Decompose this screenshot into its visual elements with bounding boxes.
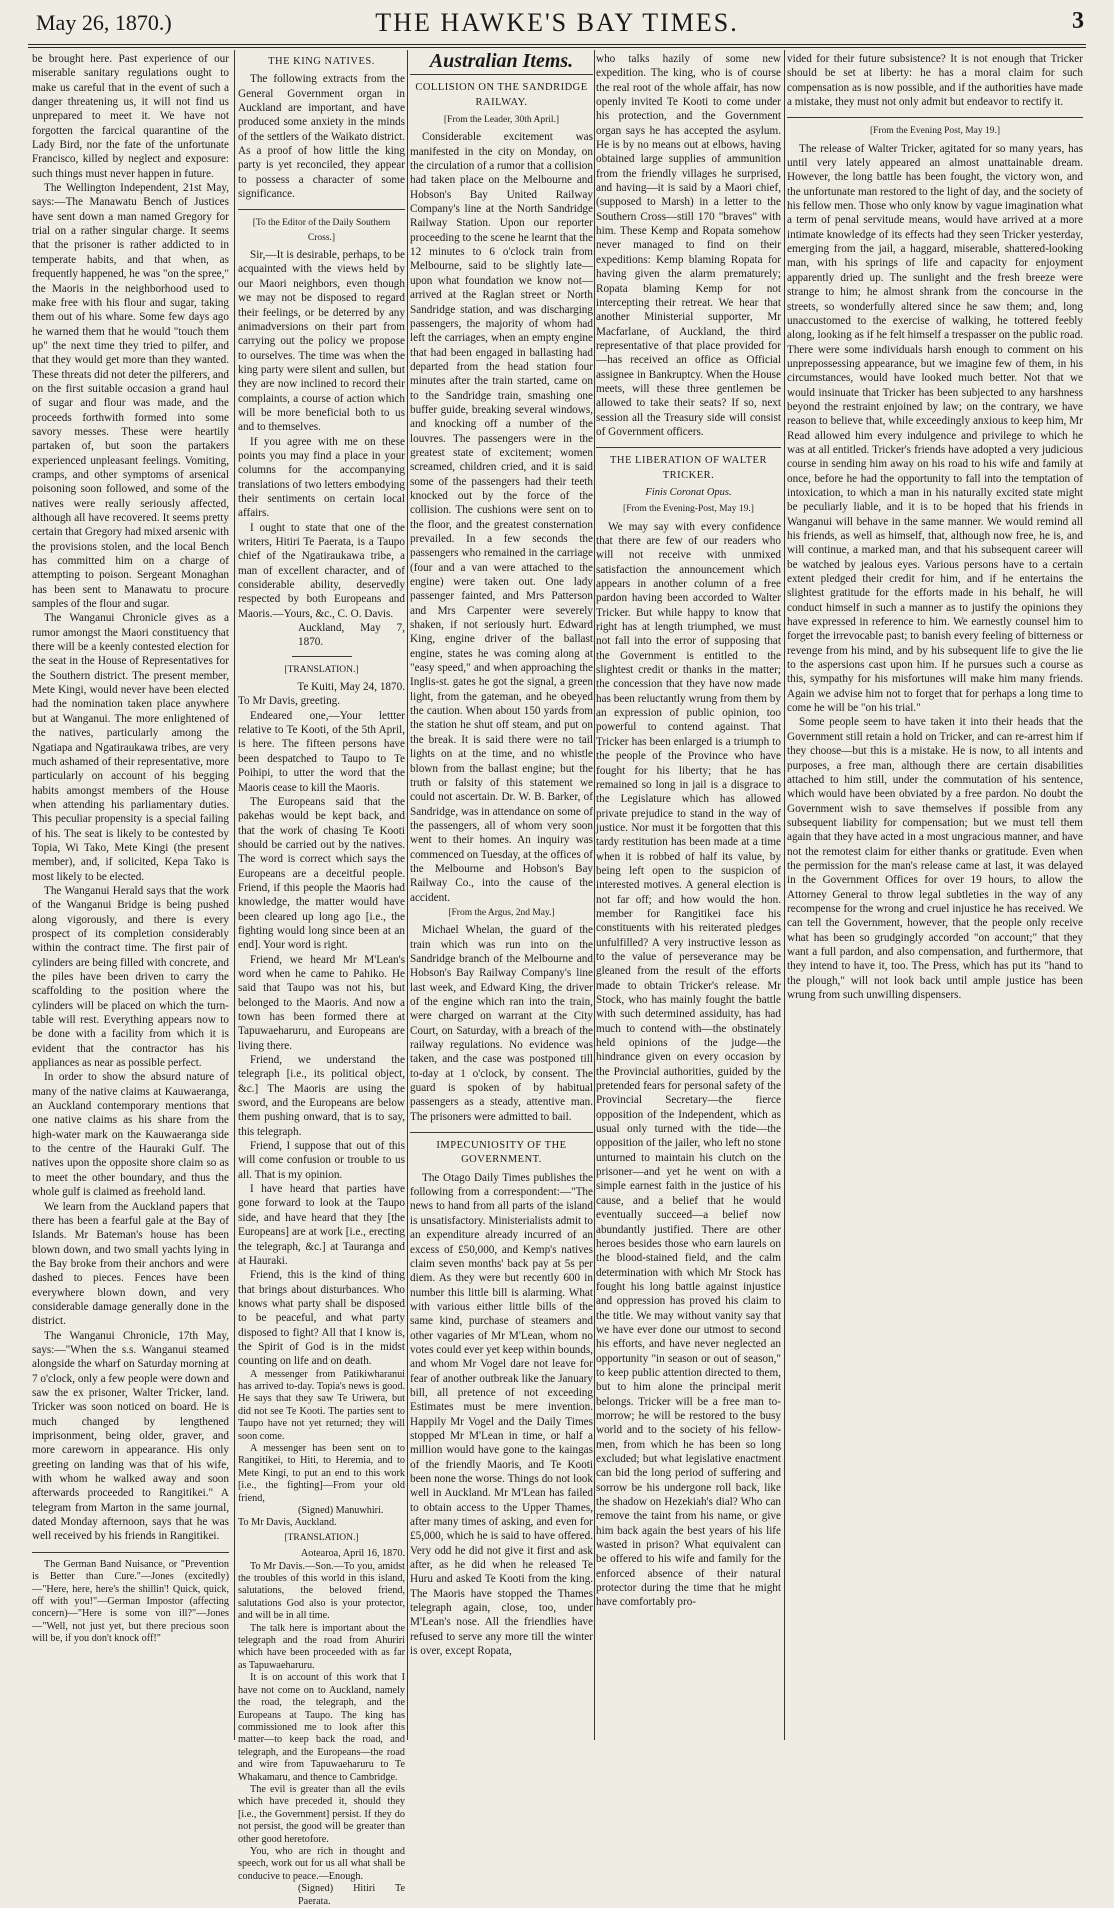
letter-paragraph: The evil is greater than all the evils which have preceded it, should they [i.e., the Government] persist. If they do not persist, the good will be greater than other good heretofore. (238, 1783, 405, 1845)
short-rule (292, 656, 352, 657)
section-divider (410, 74, 593, 75)
letter-paragraph: The Europeans said that the pakehas would be kept back, and that the work of chasing Te Kooti should be carried out by the natives. The word is correct which says the Europeans are a deceitful people. Friend, if this people the Maoris had knowledge, the matter would have been cleared up long ago [i.e., the fighting would long since been at an end]. Your word is right. (238, 795, 405, 952)
letter-dateline: Aotearoa, April 16, 1870. (300, 1548, 405, 1560)
issue-date: May 26, 1870.) (36, 10, 172, 35)
page-number: 3 (1072, 8, 1084, 34)
article-paragraph: In order to show the absurd nature of many of the native claims at Kauwaeranga, an Auckland contemporary mentions that one native claims as his share from the high-water mark on the Kauwaeranga side to the centre of the Hauraki Gulf. The natives upon the opposite shore claim so as to meet the other boundary, and thus the whole gulf is claimed as freehold land. (32, 1071, 229, 1199)
column-5 (787, 52, 1083, 1740)
article-paragraph: The release of Walter Tricker, agitated for so many years, has until very lately appeared an almost unattainable dream. However, the long battle has been fought, the victory won, and the unfortunate man restored to the light of day, and the society of his fellow men. Those who only know by vague imagination what a term of penal servitude means, would have arrived at a more intimate knowledge of its effects had they seen Tricker yesterday, emerging from the jail, a haggard, miserable, shattered-looking man, with his springs of life and capacity for enjoyment apparently dried up. The sunlight and the fresh breeze were strange to him; he almost shrank from the concourse in the streets, so wonderfully altered since he saw them; and, long unaccustomed to the exercise of walking, he tottered feebly along, looking as if he felt himself a trespasser on the public road. There were some individuals harsh enough to comment on his unprepossessing appearance, but we imagine few of them, in his circumstances, would have looked much better. Not that we would insinuate that Tricker has been subjected to any harshness beyond the restraint enjoined by law; on the contrary, we have reason to believe that, while exceedingly anxious to keep him, Mr Read allowed him every indulgence and privilege to which he was at all entitled. Tricker's friends have adopted a very judicious course in sending him away on his road to his wife and family at once, before he had the opportunity to fall into the temptation of intoxication, to which a man in his naturally excited state might be peculiarly liable, and it is to be hoped that his friends in Wanganui will behave in the same manner. We would remind all his friends, as well as himself, that, although now free, he is, and will continue, a marked man, and that his subsequent career will be watched by jealous eyes. Various persons have to a certain extent pledged their credit for him, and if he entertains the slightest gratitude for the efforts made in his behalf, he will conduct himself in such a manner as to justify the opinions they have expressed in reference to him. We earnestly counsel him to forget the irrevocable past; to banish every feeling of bitterness or revenge from his mind, and by his subsequent life to give the lie to the aspersions cast upon him. If he pursues such a course as this, sympathy for his misfortunes will make him many friends. Again we advise him not to forget that for perhaps a long time to come he will be "on his trial." (787, 142, 1083, 715)
letter-paragraph: You, who are rich in thought and speech, work out for us all what shall be conducive to peace.—Enough. (238, 1845, 405, 1882)
article-source: [From the Leader, 30th April.] (443, 115, 560, 126)
article-paragraph: The Otago Daily Times publishes the following from a correspondent:—"The news to hand from all parts of the island is unsatisfactory. Ministerialists admit to an expenditure already incurred of an excess of £50,000, and Kemp's natives claim seven months' back pay at 5s per diem. As they were but recently 600 in number this little bill is alarming. What with various either little bills of the same kind, purchase of steamers and other vagaries of Mr M'Lean, whom no votes could ever yet keep within bounds, and whom Mr Vogel dare not leave for fear of another outbreak like the January bill, all pretence of not exceeding Estimates must be mere invention. Happily Mr Vogel and the Daily Times stopped Mr M'Lean in time, or half a million would have gone to the kaingas of the friendly Maoris, and Te Kooti been none the worse. Things do not look well in Auckland. Mr M'Lean has failed to obtain access to the Upper Thames, after many times of asking, and even for £5,000, which he is said to have offered. Very odd he did not give it first and ask after, as he did when he released Te Huru and asked Te Kooti from the king. The Maoris have stopped the Thames telegraph again, close, too, under M'Lean's nose. All the friendlies have refused to serve any more till the winter is over, except Ropata, (410, 1171, 593, 1658)
letter-recipient: To Mr Davis, Auckland. (238, 1517, 337, 1529)
column-divider (594, 50, 595, 1740)
letter-paragraph: Sir,—It is desirable, perhaps, to be acquainted with the views held by our Maori neighbors, even though we may not be disposed to regard their feelings, or be deterred by any animadversions on their part from carrying out the policy we propose to ourselves. The time was when the king party were silent and sullen, but they are now inclined to record their complaints, a course of action which will be more beneficial both to us and to themselves. (238, 249, 405, 434)
column-3 (410, 52, 593, 1740)
article-paragraph: be brought here. Past experience of our miserable sanitary regulations ought to make us careful that in the event of such a danger threatening us, it will not find us unprepared to meet it. We have not forgotten the farcical quarantine of the Lady Bird, nor the fate of the unfortunate Francisco, killed by neglect and exposure: such things must never happen in future. (32, 53, 229, 180)
column-divider (234, 50, 235, 1740)
article-paragraph: The Wellington Independent, 21st May, says:—The Manawatu Bench of Justices have sent down a man named Gregory for trial on a rather singular charge. It seems that the prisoner is rather addicted to in temperate habits, and that when, as frequently happened, he was "on the spree," the Maoris in the neighborhood used to make free with his flour and sugar, taking them out of his whare. Some few days ago he warned them that he would "touch them up" the next time they tried to pilfer, and that they would get more than they wanted. These threats did not deter the pilferers, and on the first suitable occasion a grand haul of sugar and flour was made, and the proceeds forthwith formed into some savory messes. These were heartily partaken of, but soon the partakers experienced unpleasant feelings. Vomiting, cramps, and other symptoms of arsenical poisoning soon followed, and some of the natives were really seriously affected, although all have recovered. It seems pretty certain that Gregory had mixed arsenic with the provisions stolen, and the local Bench has committed him on a charge of attempting to poison. Sergeant Monaghan has been sent to Manawatu to procure samples of the flour and sugar. (32, 182, 229, 611)
letter-signature: (Signed) Manuwhiri. (298, 1505, 384, 1517)
article-source: [From the Evening Post, May 19.] (869, 126, 1001, 137)
masthead-rule (28, 44, 1086, 45)
article-paragraph: Michael Whelan, the guard of the train which was run into on the Sandridge branch of the Melbourne and Hobson's Bay Railway Company's line last week, and Edward King, the driver of the engine which ran into the train, were charged on warrant at the City Court, on Saturday, with a breach of the railway regulations. No evidence was taken, and the case was postponed till to-day at 1 o'clock, by consent. The guard is spoken of by habitual passengers as a steady, attentive man. The prisoners were admitted to bail. (410, 924, 593, 1123)
letter-paragraph: I have heard that parties have gone forward to look at the Taupo side, and have heard that they [the Europeans] are at work [i.e., erecting the telegraph, &c.] at Tauranga and at Hauraki. (238, 1183, 405, 1267)
letter-paragraph: Friend, we understand the telegraph [i.e., its political object, &c.] The Maoris are using the sword, and the Europeans are below them pushing onward, that is to say, this telegraph. (238, 1054, 405, 1138)
section-divider (32, 1552, 229, 1553)
column-4 (596, 52, 781, 1740)
section-divider (787, 117, 1083, 118)
article-paragraph: vided for their future subsistence? It is not enough that Tricker should be set at liberty: he has a moral claim for such compensation as is now possible, and if the authorities have made a mistake, they must not only admit but endeavor to rectify it. (787, 53, 1083, 109)
letter-salutation: To Mr Davis, greeting. (238, 695, 341, 708)
masthead-rule-lower (28, 47, 1086, 48)
anecdote-paragraph: The German Band Nuisance, or "Prevention is Better than Cure."—Jones (excitedly)—"Here, here, here's the shillin'! Quick, quick, off with you!"—German Impostor (affecting concern)—"Here is some von ill?"—Jones—"Well, not just yet, but there precious soon will be, if you don't knock off!" (32, 1558, 229, 1645)
column-divider (407, 50, 408, 1740)
section-divider (238, 209, 405, 210)
letter-place: Auckland, May 7, 1870. (298, 622, 405, 649)
section-divider (596, 447, 781, 448)
masthead (0, 0, 1114, 44)
article-paragraph: who talks hazily of some new expedition. The king, who is of course the real root of the whole affair, has now openly invited Te Kooti to come under his protection, and the Government organ says he has accepted the asylum. He is by no means out at elbows, having obtained large supplies of ammunition from the friendly villages he surprised, and having—it is said by a Maori chief, (supposed to Marsh) in a letter to the Southern Cross—still 170 "braves" with him. These Kemp and Ropata somehow never managed to find on their expeditions: Kemp blaming Ropata for having given the alarm prematurely; Ropata blaming Kemp for not intercepting their retreat. We hear that another Ministerial supporter, Mr Macfarlane, of Auckland, the third representative of that place provided for—has received an office as Official assignee in Bankruptcy. When the House meets, will these three gentlemen be allowed to take their seats? If so, next session all the Treasury side will consist of Government officers. (596, 53, 781, 438)
section-title: Australian Items. (429, 50, 574, 72)
article-motto: Finis Coronat Opus. (645, 486, 732, 498)
article-paragraph: The following extracts from the General Government organ in Auckland are important, and have produced some anxiety in the minds of the settlers of the Waikato district. As a proof of how little the king party is yet reconciled, they appear to possess a character of some significance. (238, 73, 405, 201)
article-heading: COLLISION ON THE SANDRIDGE RAILWAY. (415, 82, 588, 108)
letter-paragraph: To Mr Davis.—Son.—To you, amidst the troubles of this world in this island, salutations, the beloved friend, salutations God also is your protector, and will be in all time. (238, 1560, 405, 1622)
section-divider (410, 1132, 593, 1133)
article-paragraph: Considerable excitement was manifested in the city on Monday, on the circulation of a rumor that a collision had taken place on the Melbourne and Hobson's Bay United Railway Company's line at the North Sandridge Railway Station. Upon our reporter proceeding to the scene he learnt that the 12 minutes to 6 o'clock train from Melbourne, said to be slightly late—upon what foundation we know not—arrived at the Raglan street or North Sandridge station, and was discharging passengers, the majority of whom had left the carriages, when an empty engine that had been engaged in ballasting had departed from the head station four minutes after the train started, came on to the Sandridge train, smashing one buffer guide, breaking several windows, and knocking off a number of the louvres. The passengers were in the greatest state of excitement; women screamed, children cried, and it is said some of the passengers had their teeth knocked out by the force of the collision. The cushions were sent on to the floor, and the greatest consternation prevailed. In a few seconds the passengers who remained in the carriage (four and a van were attached to the engine) were taken out. One lady passenger fainted, and Mrs Patterson and Mrs Carpenter were severely shaken, if not seriously hurt. Edward King, engine driver of the ballast engine, states he was coming along at "easy speed," and when approaching the Inglis-st. gates he got the signal, a green light, from the gateman, and he obeyed the caution. When about 150 yards from the station he shut off steam, and put on the break. It is said there were no tail lights on at the time, and no whistle blown from the ballast engine; but the truth or falsity of this statement we could not ascertain. Dr. W. B. Barker, of Sandridge, was in attendance on some of the passengers, all of whom very soon went to their homes. An inquiry was commenced on Tuesday, at the offices of the Melbourne and Hobson's Bay Railway Co., into the cause of the accident. (410, 131, 593, 904)
article-heading: THE LIBERATION OF WALTER TRICKER. (610, 455, 767, 481)
letter-paragraph: The talk here is important about the telegraph and the road from Ahuriri which have been proceeded with as far as Tapuwaeharuru. (238, 1622, 405, 1671)
article-source: [From the Evening-Post, May 19.] (623, 504, 754, 515)
article-source: [From the Argus, 2nd May.] (448, 907, 555, 918)
letter-paragraph: A messenger from Patikiwharanui has arrived to-day. Topia's news is good. He says that they saw Te Uriwera, but did not see Te Kooti. The parties sent to Taupo have not yet returned; they will soon come. (238, 1368, 405, 1442)
article-paragraph: We learn from the Auckland papers that there has been a fearful gale at the Bay of Islands. Mr Bateman's house has been blown down, and two small yachts lying in the Bay broke from their anchors and were dashed to pieces. Fences have been everywhere blown down, and very considerable damage generally done in the district. (32, 1200, 229, 1328)
article-paragraph: We may say with every confidence that there are few of our readers who will not receive with unmixed satisfaction the announcement which appears in another column of a free pardon having been accorded to Walter Tricker. But while happy to know that right has at length triumphed, we must not fall into the error of supposing that the Government is entitled to the slightest credit or thanks in the matter; the concession that they have now made has been reluctantly wrung from them by an expression of public opinion, too powerful to contend against. That Tricker has been enlarged is a triumph to the people of the Province who have fought for his liberty; that he has remained so long in jail is a disgrace to the Legislature which has allowed private prejudice to stand in the way of justice. Nor must it be forgotten that this tardy restitution has been made at a time when it is robbed of half its value, by being left open to the suspicion of interested motives. A general election is not far off; and how would the hon. member for Rangitikei face his constituents with his reiterated pledges unfulfilled? A very instructive lesson as to the value of perseverance may be gleaned from the result of the efforts made to obtain Tricker's release. Mr Stock, who has mainly fought the battle with such determined assiduity, has had much to contend with—the obstinately held opinions of the judge—the hindrance given on every occasion by the Provincial authorities, guided by the pretended fears for personal safety of the Provincial Secretary—the fierce opposition of the Independent, which as usual only turned with the tide—the opposition of the jailer, who left no stone unturned to maintain his clutch on the prisoner—and yet he went on with a simple earnest faith in the justice of his cause, and a belief that he would eventually succeed—a belief now abundantly justified. There are other heroes besides those who earn laurels on the blood-stained field, and the calm determination with which Mr Stock has fought his long battle against injustice and oppression has proved his claim to the title. We may without vanity say that we have ever done our utmost to second his efforts, and have never neglected an opportunity "in season or out of season," to keep public attention directed to them, but to him alone the principal merit belongs. Tricker will be a free man to-morrow; he will be restored to the busy world and to the society of his fellow-men, from which he has been so long excluded; but what legislative enactment can bid the long period of suffering and sorrow be his undergone roll back, like the shadow on Hezekiah's dial? Who can remove the taint from his name, or give him back again the best years of his life wasted in prison? What equivalent can be offered to his wife and family for the enforced absence of their natural protector during the time that he might have comfortably pro- (596, 520, 781, 1609)
article-paragraph: The Wanganui Chronicle gives as a rumor amongst the Maori constituency that there will be a keenly contested election for the seat in the House of Representatives for the Southern district. The present member, Mete Kingi, would never have been elected had the nomination taken place anywhere but at Wanganui. The more enlightened of the natives, particularly among the Ngatiapa and Ngatiraukawa tribes, are very much ashamed of their representative, more particularly on account of his begging habits amongst members of the House when attending his parliamentary duties. This peculiar propensity is a special failing of his. The seat is likely to be contested by Topia, Wi Tako, Mete Kingi (the present member), and, if solicited, Kepa Tako is most likely to be elected. (32, 612, 229, 883)
article-heading: THE KING NATIVES. (268, 56, 375, 67)
column-divider (784, 50, 785, 1740)
letter-paragraph: A messenger has been sent on to Rangitikei, to Hiti, to Heremia, and to Mete Kingi, to put an end to this work [i.e., the fighting]—From your old friend, (238, 1443, 405, 1504)
column-1 (32, 52, 229, 1740)
article-heading: IMPECUNIOSITY OF THE GOVERNMENT. (436, 1140, 567, 1166)
letter-paragraph: I ought to state that one of the writers, Hitiri Te Paerata, is a Taupo chief of the Ngatiraukawa tribe, a man of excellent character, and of considerable ability, deservedly respected by both Europeans and Maoris.—Yours, &c., C. O. Davis. (238, 521, 405, 620)
column-2 (238, 52, 405, 1907)
editor-note: [To the Editor of the Daily Southern Cross.] (252, 218, 391, 243)
letter-paragraph: Friend, I suppose that out of this will come confusion or trouble to us all. That is my opinion. (238, 1140, 405, 1181)
letter-paragraph: It is on account of this work that I have not come on to Auckland, namely the road, the telegraph, and the Europeans at Taupo. The king has commissioned me to look after this matter—to keep back the road, and telegraph, and the Europeans—the road and wire from Tapuwaeharuru to Te Whakamaru, and thence to Cambridge. (238, 1672, 405, 1783)
letter-paragraph: If you agree with me on these points you may find a place in your columns for the accompanying translations of two letters embodying their sentiments on certain local affairs. (238, 435, 405, 520)
translation-label: [TRANSLATION.] (284, 664, 359, 675)
article-paragraph: Some people seem to have taken it into their heads that the Government still retain a hold on Tricker, and can re-arrest him if they choose—but this is a mistake. He is now, to all intents and purposes, a free man, although there are certain disabilities attached to him still, under the commutation of his sentence, which would have been obviated by a free pardon. No doubt the Government wish to save themselves if possible from any subsequent liability for compensation; but we must tell them again that they have acted in a most ungracious manner, and have not the remotest claim for either thanks or gratitude. Even when the permission for the man's release came at last, it was delayed in the Government Offices for over 19 hours, to allow the Attorney General to throw legal subtleties in the way of any recompense for the wrong and cruel injustice he has received. We can tell the Government, however, that the people only receive what has been so grudgingly accorded "on account;" that they want a full pardon, and also compensation, and furthermore, that they intend to have it, too. The Press, which has put its "hand to the plough," will not look back until ample justice has been wrung from such unwilling dispensers. (787, 716, 1083, 1001)
article-paragraph: The Wanganui Chronicle, 17th May, says:—"When the s.s. Wanganui steamed alongside the wharf on Saturday morning at 7 o'clock, only a few people were down and saw the ex prisoner, Walter Tricker, land. Tricker was soon noticed on board. He is much changed by lengthened imprisonment, being older, graver, and more careworn in appearance. His only greeting on landing was that of his wife, with whom he walked away and soon afterwards proceeded to Rangitikei." A telegram from Marton in the same journal, dated Monday afternoon, says that he was well received by his friends in Rangitikei. (32, 1329, 229, 1543)
translation-label: [TRANSLATION.] (284, 1532, 359, 1543)
article-paragraph: The Wanganui Herald says that the work of the Wanganui Bridge is being pushed along vigorously, and there is every prospect of its completion considerably within the contract time. The first pair of cylinders are being filled with concrete, and the piles have been driven to carry the scaffolding to the position where the cylinders will be placed on which the turn-table will rest. Everything appears now to be done with a facility from which it is evident that the contractor has his appliances as near as possible perfect. (32, 884, 229, 1070)
letter-dateline: Te Kuiti, May 24, 1870. (297, 681, 405, 694)
letter-paragraph: Friend, we heard Mr M'Lean's word when he came to Pahiko. He said that Taupo was not his, but belonged to the Maoris. And now a town has been formed there at Tapuwaeharuru, and Europeans are living there. (238, 953, 405, 1052)
letter-signature: (Signed) Hitiri Te Paerata. (298, 1883, 405, 1907)
letter-paragraph: Endeared one,—Your lettter relative to Te Kooti, of the 5th April, is here. The fifteen persons have been despatched to Taupo to Te Poihipi, to utter the word that the Maoris cease to kill the Maoris. (238, 709, 405, 794)
newspaper-title: THE HAWKE'S BAY TIMES. (375, 8, 739, 37)
letter-paragraph: Friend, this is the kind of thing that brings about disturbances. Who knows what party shall be disposed to be peaceful, and what party disposed to fight? All that I know is, the Spirit of God is in the midst counting on life and on death. (238, 1269, 405, 1368)
